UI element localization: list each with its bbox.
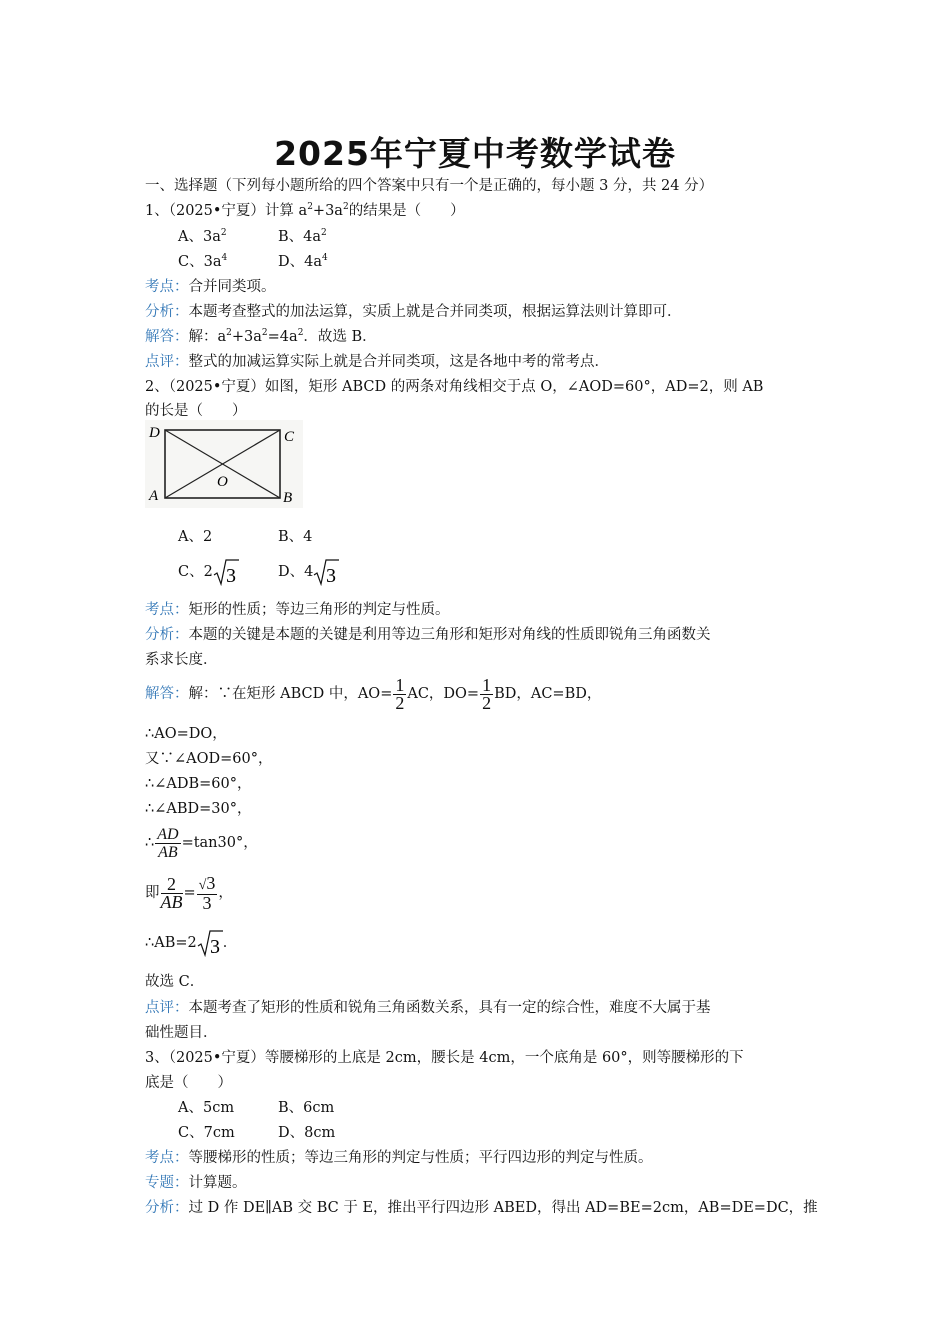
q3-options-row2: [178, 1123, 336, 1143]
svg-text:3: 3: [209, 936, 220, 957]
q2-step-6: 即 $\frac{2}{AB}$ = $\frac{√3}{3}$ ，: [145, 872, 233, 913]
q3-option-c: C、7cm: [178, 1125, 235, 1141]
q3-kaodian: 考点：等腰梯形的性质；等边三角形的判定与性质；平行四边形的判定与性质。: [145, 1150, 653, 1166]
q2-option-b: B、4: [278, 529, 313, 545]
q1-jieda: 解答：解：$a^2+3a^2=4a^2$．故选 B．: [145, 328, 377, 345]
svg-text:3: 3: [326, 565, 337, 586]
q3-stem-line1: 3、（2025•宁夏）等腰梯形的上底是 2cm，腰长是 4cm，一个底角是 60°，则等腰梯形的下: [145, 1050, 744, 1066]
fraction-half-2: $\frac{1}{2}$: [482, 674, 492, 713]
q2-option-a: A、2: [178, 529, 213, 545]
q3-option-d: D、8cm: [278, 1125, 336, 1141]
q1-options-row2: [178, 252, 328, 272]
q1-kaodian: 考点：合并同类项。: [145, 279, 276, 295]
q3-stem-line2: 底是（ ）: [145, 1075, 232, 1091]
q2-options-row1: [178, 527, 313, 547]
label-a: A: [149, 488, 159, 504]
q3-option-b: B、6cm: [278, 1100, 335, 1116]
label-c: C: [284, 429, 295, 445]
q2-stem-line1: 2、（2025•宁夏）如图，矩形 ABCD 的两条对角线相交于点 O，∠AOD=60°，AD=2，则 AB: [145, 379, 764, 395]
fraction-half-1: $\frac{1}{2}$: [395, 674, 405, 713]
q1-fenxi: 分析：本题考查整式的加法运算，实质上就是合并同类项，根据运算法则计算即可．: [145, 304, 682, 320]
page-title: 2025年宁夏中考数学试卷: [274, 134, 676, 173]
fraction-ad-ab: $\frac{AD}{AB}$: [157, 825, 179, 861]
q1-option-d: D、$4a^4$: [278, 253, 328, 270]
q2-dianping-line1: 点评：本题考查了矩形的性质和锐角三角函数关系，具有一定的综合性，难度不大属于基: [145, 1000, 711, 1016]
q3-options-row1: [178, 1098, 335, 1118]
q2-step-7: ∴AB=2 3 ．: [145, 928, 237, 958]
q1-stem: 1、（2025•宁夏）计算 $a^2+3a^2$的结果是（ ）: [145, 202, 465, 219]
q1-option-c: C、$3a^4$: [178, 253, 228, 270]
svg-text:3: 3: [225, 565, 236, 586]
q2-option-d: D、4 3: [278, 558, 339, 586]
q2-fenxi-line1: 分析：本题的关键是本题的关键是利用等边三角形和矩形对角线的性质即锐角三角函数关: [145, 627, 711, 643]
q3-fenxi: 分析：过 D 作 DE∥AB 交 BC 于 E，推出平行四边形 ABED，得出 AD=BE=2cm，AB=DE=DC，推: [145, 1200, 818, 1216]
q2-kaodian: 考点：矩形的性质；等边三角形的判定与性质。: [145, 602, 450, 618]
fraction-sqrt3-3: $\frac{√3}{3}$: [198, 872, 216, 913]
q2-stem-line2: 的长是（ ）: [145, 403, 247, 419]
section-heading: 一、选择题（下列每小题所给的四个答案中只有一个是正确的，每小题 3 分，共 24 分）: [145, 178, 714, 194]
sqrt-3-d: [313, 558, 339, 586]
q2-options-row2: [178, 558, 337, 586]
label-o: O: [217, 474, 228, 490]
rectangle-figure: [145, 420, 303, 508]
q2-step-2: 又∵∠AOD=60°，: [145, 751, 273, 767]
q2-step-8: 故选 C．: [145, 974, 205, 990]
q3-option-a: A、5cm: [178, 1100, 235, 1116]
q1-option-a: A、$3a^2$: [178, 228, 227, 245]
q1-option-b: B、$4a^2$: [278, 228, 327, 245]
q3-zhuanti: 专题：计算题。: [145, 1175, 247, 1191]
q1-dianping: 点评：整式的加减运算实际上就是合并同类项，这是各地中考的常考点．: [145, 354, 609, 370]
q2-step-5: ∴ $\frac{AD}{AB}$ =tan30°，: [145, 825, 258, 861]
q2-step-4: ∴∠ABD=30°，: [145, 801, 252, 817]
fraction-2-ab: $\frac{2}{AB}$: [160, 873, 183, 912]
q2-jieda-line1: 解答：解：∵在矩形 ABCD 中，AO= $\frac{1}{2}$ AC，DO= $\frac{1}{2}$ BD，AC=BD，: [145, 674, 602, 713]
q2-dianping-line2: 础性题目．: [145, 1025, 218, 1041]
sqrt-3-c: [213, 558, 239, 586]
sqrt-3-answer: [197, 929, 223, 957]
q2-step-3: ∴∠ADB=60°，: [145, 776, 252, 792]
q2-option-c: C、2 3: [178, 564, 239, 580]
q2-fenxi-line2: 系求长度．: [145, 652, 218, 668]
q1-options-row1: [178, 227, 327, 247]
rectangle-abcd-diagram: [145, 420, 303, 508]
q2-step-1: ∴AO=DO，: [145, 726, 227, 742]
label-b: B: [283, 490, 293, 506]
label-d: D: [149, 425, 160, 441]
